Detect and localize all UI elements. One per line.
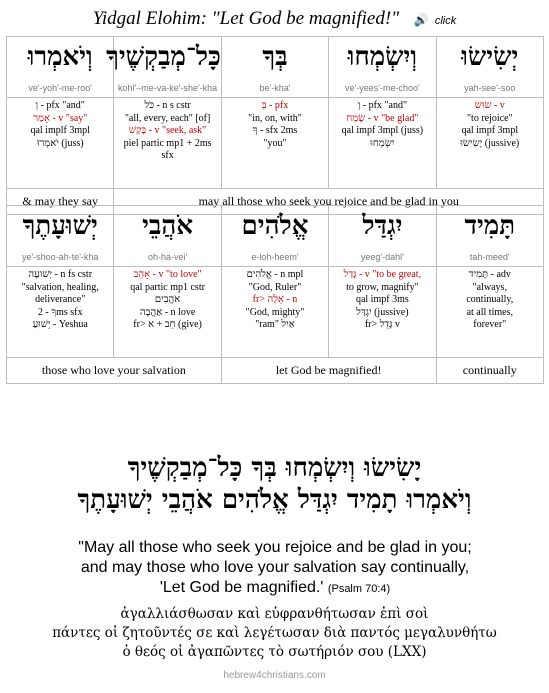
hebrew-word: וְיִשְׂמְחוּ bbox=[347, 42, 418, 72]
hebrew-word: בְּךָ bbox=[262, 42, 288, 72]
word-cell bbox=[329, 37, 436, 98]
hebrew-word: אֱלֹהִים bbox=[241, 211, 309, 241]
hebrew-word: יְשׁוּעָתֶךָ bbox=[22, 211, 98, 241]
verse-reference: (Psalm 70:4) bbox=[327, 583, 391, 595]
transliteration: ve'-yees'-me-choo' bbox=[345, 83, 420, 93]
word-cell bbox=[7, 206, 114, 267]
gloss: גָּדַל - v "to be great, to grow, magnify" qal impf 3ms יִגְדַּל (jussive) fr> גָּדֵל v bbox=[343, 269, 422, 330]
hebrew-word: וְיֹאמְרוּ bbox=[27, 42, 93, 72]
hebrew-word: תָּמִיד bbox=[464, 211, 516, 241]
word-cell bbox=[329, 206, 436, 267]
translation-cell: may all those who seek you rejoice and be glad in you bbox=[114, 189, 544, 215]
title-text: Yidgal Elohim: "Let God be magnified!" bbox=[92, 8, 400, 29]
transliteration: ve'-yoh'-me-roo' bbox=[28, 83, 93, 93]
word-cell bbox=[7, 37, 114, 98]
word-cell bbox=[221, 206, 328, 267]
translation-cell: those who love your salvation bbox=[7, 358, 222, 384]
transliteration: kohl'–me-va-ke'-she'-kha bbox=[117, 83, 218, 93]
english-line3: 'Let God be magnified.' bbox=[159, 579, 324, 596]
hebrew-word: כָּל־מְבַקְשֶׁיךָ bbox=[106, 42, 221, 72]
gloss: אָהֵב - v "to love" qal partic mp1 cstr אֹהֲבִים אַהֲבָה - n love fr> חֵב + א (give) bbox=[130, 269, 205, 330]
site-footer[interactable]: hebrew4christians.com bbox=[223, 670, 326, 681]
gloss: תָּמִיד - adv "always, continually, at all times, forever" bbox=[466, 269, 514, 330]
gloss: כֹּל - n s cstr "all, every, each" [of] בָּקַשׁ - v "seek, ask" piel partic mp1 + 2ms sfx bbox=[123, 100, 212, 161]
word-table-row2 bbox=[6, 205, 544, 384]
verse-greek-line1: ἀγαλλιάσθωσαν καὶ εὐφρανθήτωσαν ἐπὶ σοὶ bbox=[120, 606, 429, 622]
verse-greek-line3: ὁ θεός οἱ ἀγαπῶντες τὸ σωτήριόν σου (LXX) bbox=[122, 644, 427, 660]
word-table-row1 bbox=[6, 36, 544, 215]
page-title bbox=[0, 8, 549, 30]
hebrew-word: אֹהֲבֵי bbox=[142, 211, 194, 241]
translation-cell: let God be magnified! bbox=[221, 358, 436, 384]
word-cell bbox=[436, 37, 543, 98]
gloss: שׂוּשׂ - v "to rejoice" qal impf 3mpl יָשִׂישׂוּ (jussive) bbox=[460, 100, 520, 149]
verse-greek-line2: πάντες οἱ ζητοῦντές σε καὶ λεγέτωσαν διὰ παντός μεγαλυνθήτω bbox=[52, 625, 497, 641]
gloss: וְ - pfx "and" שָׂמַח - v "be glad" qal impf 3mpl (juss) יִשְׂמְחוּ bbox=[341, 100, 424, 149]
word-cell bbox=[436, 206, 543, 267]
hebrew-word: יִגְדַּל bbox=[362, 211, 403, 241]
audio-click-link[interactable]: click bbox=[434, 15, 457, 27]
gloss: יְשׁוּעָה - n fs cstr "salvation, healing, deliverance" ךָ - 2ms sfx יֵשׁוּעַ - Yeshua bbox=[21, 269, 99, 330]
verse-hebrew-line1: יָשִׂישׂוּ וְיִשְׂמְחוּ בְּךָ כָּל־מְבַקְשֶׁיךָ bbox=[127, 453, 422, 483]
transliteration: ye'-shoo-ah-te'-kha bbox=[21, 252, 99, 262]
transliteration: be'-kha' bbox=[259, 83, 291, 93]
verse-english-line2: and may those who love your salvation say continually, bbox=[80, 559, 470, 576]
hebrew-word: יְשִׂישׂוּ bbox=[461, 42, 519, 72]
translation-cell: & may they say bbox=[7, 189, 114, 215]
verse-hebrew-line2: וְיֹאמְרוּ תָמִיד יִגְדַּל אֱלֹהִים אֹהֲבֵי יְשׁוּעָתֶךָ bbox=[77, 485, 472, 515]
word-cell bbox=[221, 37, 328, 98]
gloss: אֱלֹהִים - n mpl "God, Ruler" fr> אֵלָה - n "God, mighty" "ram" אַיִל bbox=[245, 269, 305, 330]
speaker-icon[interactable]: 🔊 bbox=[413, 13, 429, 27]
transliteration: yah-see'-soo bbox=[464, 83, 516, 93]
word-cell bbox=[106, 37, 221, 98]
gloss: וְ - pfx "and" אָמַר - v "say" qal implf 3mpl יֹאמְרוּ (juss) bbox=[30, 100, 90, 149]
transliteration: oh-ha-vei' bbox=[147, 252, 188, 262]
translation-cell: continually bbox=[436, 358, 543, 384]
transliteration: tah-meed' bbox=[469, 252, 510, 262]
verse-english-line1: "May all those who seek you rejoice and be glad in you; bbox=[78, 539, 472, 556]
verse-english-line3 bbox=[20, 578, 530, 599]
word-cell bbox=[114, 206, 221, 267]
transliteration: yeeg'-dahl' bbox=[360, 252, 404, 262]
transliteration: e-loh-heem' bbox=[251, 252, 299, 262]
gloss: בְּ - pfx "in, on, with" ךָ - sfx 2ms "you" bbox=[248, 100, 302, 149]
